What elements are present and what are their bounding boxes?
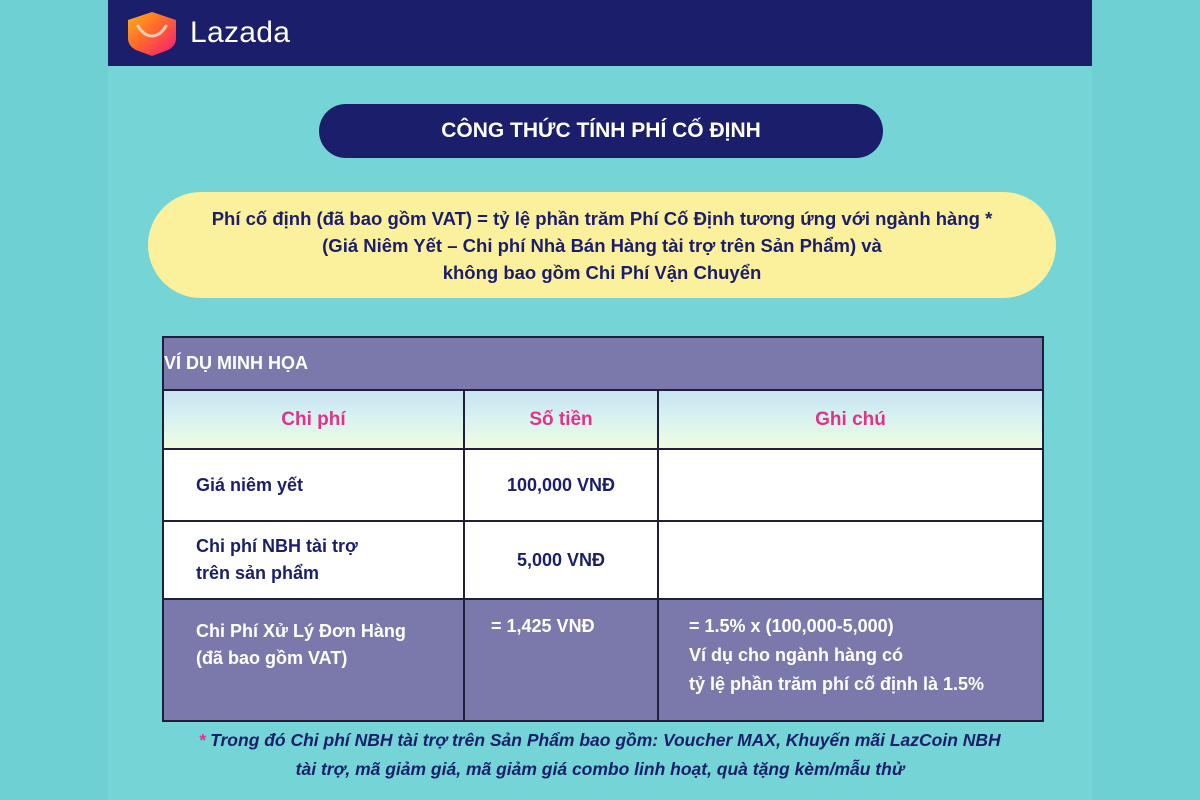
cost-label: trên sản phẩm (196, 563, 320, 583)
cost-cell (163, 599, 464, 721)
note-line: = 1.5% x (100,000-5,000) (689, 616, 894, 636)
cost-label: (đã bao gồm VAT) (196, 648, 348, 668)
footnote-star: * (199, 730, 207, 750)
formula-box (148, 192, 1056, 298)
cost-cell (163, 521, 464, 599)
cost-label: Chi Phí Xử Lý Đơn Hàng (196, 621, 406, 641)
table-row (163, 599, 1043, 721)
table-row (163, 521, 1043, 599)
amount-cell: = 1,425 VNĐ (464, 599, 658, 721)
table-header-row (163, 390, 1043, 449)
amount-cell: 5,000 VNĐ (464, 521, 658, 599)
example-table (162, 336, 1044, 722)
column-header-amount: Số tiền (464, 390, 658, 449)
page-title: CÔNG THỨC TÍNH PHÍ CỐ ĐỊNH (319, 104, 883, 158)
formula-line-3: không bao gồm Chi Phí Vận Chuyển (442, 261, 762, 283)
column-header-cost: Chi phí (163, 390, 464, 449)
column-header-note: Ghi chú (658, 390, 1043, 449)
lazada-heart-logo-icon (124, 10, 180, 56)
footnote-text-1: Trong đó Chi phí NBH tài trợ trên Sản Phẩm bao gồm: Voucher MAX, Khuyến mãi LazCoin NBH (210, 730, 1001, 750)
cost-label: Giá niêm yết (196, 474, 304, 495)
footnote-line-1 (120, 726, 1080, 755)
table-caption: VÍ DỤ MINH HỌA (163, 337, 1043, 390)
brand-name: Lazada (190, 16, 291, 49)
footnote-line-2: tài trợ, mã giảm giá, mã giảm giá combo linh hoạt, quà tặng kèm/mẫu thử (295, 759, 905, 779)
note-cell (658, 599, 1043, 721)
note-cell (658, 521, 1043, 599)
amount-cell: 100,000 VNĐ (464, 449, 658, 521)
table-caption-row (163, 337, 1043, 390)
formula-line-2: (Giá Niêm Yết – Chi phí Nhà Bán Hàng tài trợ trên Sản Phẩm) và (322, 234, 882, 256)
top-bar (108, 0, 1092, 66)
table-row (163, 449, 1043, 521)
background-left (0, 0, 108, 800)
note-line: tỷ lệ phần trăm phí cố định là 1.5% (689, 674, 985, 694)
formula-line-1: Phí cố định (đã bao gồm VAT) = tỷ lệ phần trăm Phí Cố Định tương ứng với ngành hàng * (211, 207, 993, 229)
cost-label: Chi phí NBH tài trợ (196, 536, 358, 556)
background-right (1092, 0, 1200, 800)
note-cell (658, 449, 1043, 521)
cost-cell (163, 449, 464, 521)
footnote (120, 726, 1080, 784)
note-line: Ví dụ cho ngành hàng có (689, 645, 903, 665)
